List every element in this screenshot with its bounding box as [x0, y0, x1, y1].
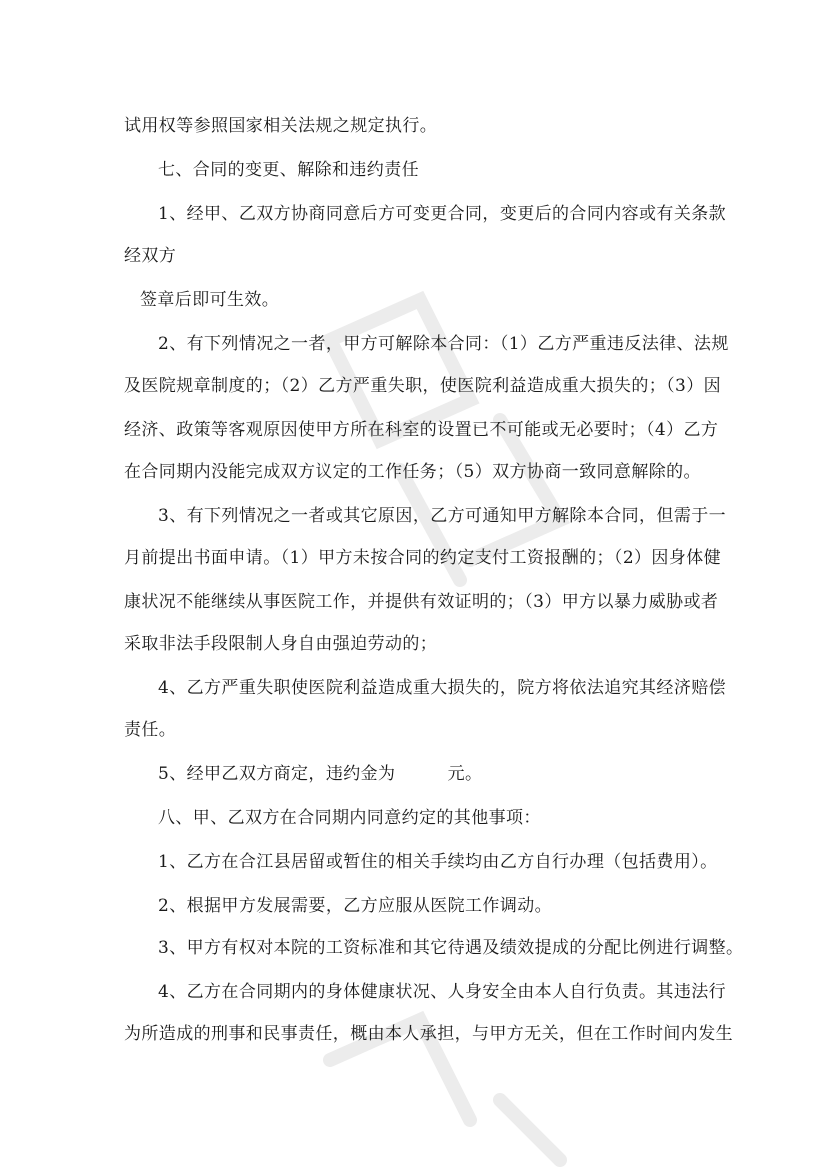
- text-line-5: 签章后即可生效。: [140, 290, 280, 310]
- text-line-4: 经双方: [124, 246, 177, 266]
- section-heading-7: 七、合同的变更、解除和违约责任: [158, 160, 419, 180]
- text-line-14: 4、乙方严重失职使医院利益造成重大损失的，院方将依法追究其经济赔偿: [158, 678, 727, 698]
- text-line-22: 为所造成的刑事和民事责任，概由本人承担，与甲方无关，但在工作时间内发生: [124, 1024, 733, 1044]
- text-line-18: 1、乙方在合江县居留或暂住的相关手续均由乙方自行办理（包括费用）。: [158, 852, 718, 872]
- text-line-12: 康状况不能继续从事医院工作，并提供有效证明的；（3）甲方以暴力威胁或者: [124, 592, 719, 612]
- section-heading-8: 八、甲、乙双方在合同期内同意约定的其他事项：: [158, 808, 541, 828]
- text-line-15: 责任。: [124, 720, 177, 740]
- text-line-20: 3、甲方有权对本院的工资标准和其它待遇及绩效提成的分配比例进行调整。: [158, 938, 744, 958]
- text-line-6: 2、有下列情况之一者，甲方可解除本合同：（1）乙方严重违反法律、法规: [158, 334, 729, 354]
- text-line-10: 3、有下列情况之一者或其它原因，乙方可通知甲方解除本合同，但需于一: [158, 506, 727, 526]
- text-line-3: 1、经甲、乙双方协商同意后方可变更合同，变更后的合同内容或有关条款: [158, 204, 727, 224]
- text-line-21: 4、乙方在合同期内的身体健康状况、人身安全由本人自行负责。其违法行: [158, 982, 727, 1002]
- text-line-9: 在合同期内没能完成双方议定的工作任务；（5）双方协商一致同意解除的。: [124, 462, 701, 482]
- text-line-19: 2、根据甲方发展需要，乙方应服从医院工作调动。: [158, 896, 553, 916]
- text-line-7: 及医院规章制度的；（2）乙方严重失职，使医院利益造成重大损失的；（3）因: [124, 376, 722, 396]
- text-line-16: 5、经甲乙双方商定，违约金为 元。: [158, 764, 483, 784]
- text-line-8: 经济、政策等客观原因使甲方所在科室的设置已不可能或无必要时；（4）乙方: [124, 420, 719, 440]
- text-line-11: 月前提出书面申请。（1）甲方未按合同的约定支付工资报酬的；（2）因身体健: [124, 548, 722, 568]
- text-line-1: 试用权等参照国家相关法规之规定执行。: [124, 116, 438, 136]
- text-line-13: 采取非法手段限制人身自由强迫劳动的；: [124, 634, 438, 654]
